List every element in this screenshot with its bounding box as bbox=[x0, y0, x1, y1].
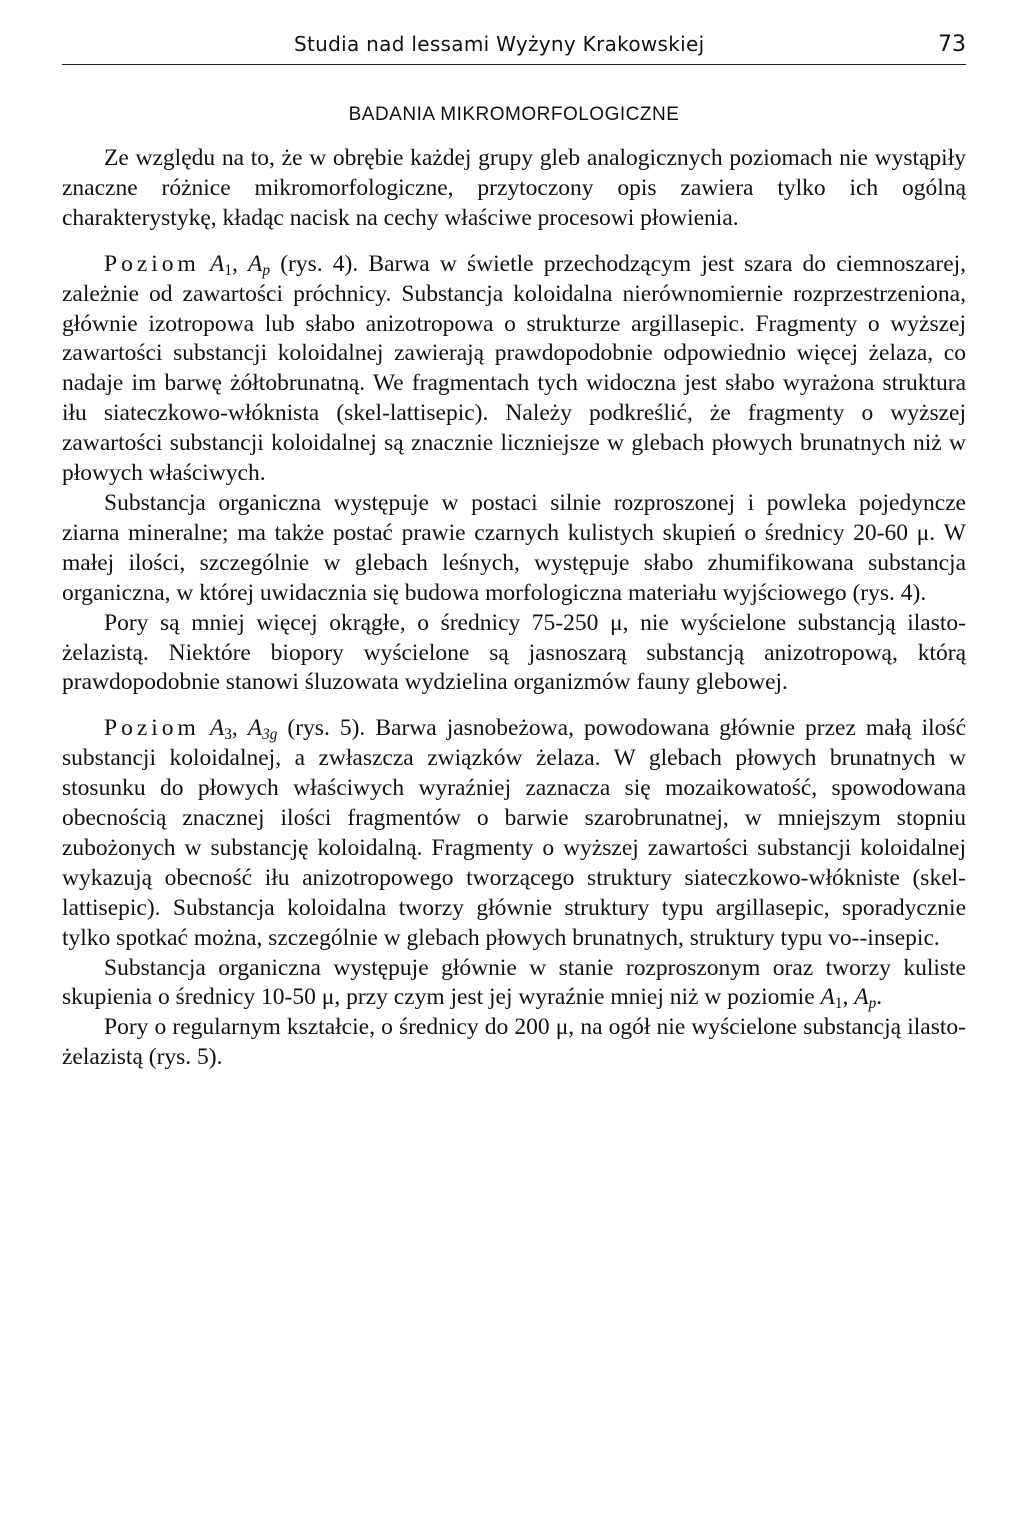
horizon-subscript: p bbox=[262, 261, 271, 279]
pores-paragraph: Pory o regularnym kształcie, o średnicy do 200 μ, na ogół nie wyścielone substancją ilasto-żelazistą (rys. 5). bbox=[62, 1014, 966, 1071]
horizon-label: Poziom bbox=[104, 250, 200, 277]
section-heading: BADANIA MIKROMORFOLOGICZNE bbox=[348, 104, 680, 125]
body-text bbox=[62, 144, 966, 1073]
horizon-symbol: A bbox=[248, 250, 263, 277]
page-number: 73 bbox=[938, 32, 966, 57]
horizon-symbol: A bbox=[209, 715, 225, 742]
horizon-symbol: A bbox=[820, 984, 835, 1011]
horizon-description: Barwa w świetle przechodzącym jest szara do ciemnoszarej, zależnie od zawartości próchnicy. Substancja koloidalna nierównomiernie rozprzestrzeniona, głównie izotropowa lub słabo anizotropowa o strukturze argillasepic. Fragmenty o wyższej zawartości substancji koloidalnej zawierają prawdopodobnie odpowiednio więcej żelaza, co nadaje im barwę żółtobrunatną. We fragmentach tych widoczna jest słabo wyrażona struktura iłu siateczkowo-włóknista (skel-lattisepic). Należy podkreślić, że fragmenty o wyższej zawartości substancji koloidalnej są znacznie liczniejsze w glebach płowych brunatnych niż w płowych właściwych. bbox=[62, 250, 967, 487]
intro-paragraph: Ze względu na to, że w obrębie każdej grupy gleb analogicznych poziomach nie wystąpiły znaczne różnice mikromorfologiczne, przytoczony opis zawiera tylko ich ogólną charakterystykę, kładąc nacisk na cechy właściwe procesowi płowienia. bbox=[62, 145, 966, 231]
organic-matter-text: Substancja organiczna występuje głównie w stanie rozproszonym oraz tworzy kuliste skupienia o średnicy 10-50 μ, przy czym jest jej wyraźnie mniej niż w poziomie bbox=[62, 954, 966, 1011]
organic-matter-paragraph: Substancja organiczna występuje w postaci silnie rozproszonej i powleka pojedyncze ziarna mineralne; ma także postać prawie czarnych kulistych skupień o średnicy 20-60 μ. W małej ilości, szczególnie w glebach leśnych, występuje słabo zhumifikowana substancja organiczna, w której uwidacznia się budowa morfologiczna materiału wyjściowego (rys. 4). bbox=[62, 489, 966, 606]
horizon-subscript: p bbox=[868, 995, 877, 1013]
horizon-subscript: 3 bbox=[224, 726, 232, 744]
pores-paragraph: Pory są mniej więcej okrągłe, o średnicy 75-250 μ, nie wyścielone substancją ilasto-żelazistą. Niektóre biopory wyścielone są jasnoszarą substancją anizotropową, którą prawdopodobnie stanowi śluzowata wydzielina organizmów fauny glebowej. bbox=[62, 609, 966, 696]
horizon-a3-paragraph: Poziom $A_3$, $A_{3g}$ (rys. 5). Barwa jasnobeżowa, powodowana głównie przez małą ilość substancji koloidalnej, a zwłaszcza związków żelaza. W glebach płowych brunatnych w stosunku do płowych właściwych wyraźniej zaznacza się mozaikowatość, spowodowana obecnością znacznej ilości fragmentów o barwie szarobrunatnej, w mniejszym stopniu zubożonych w substancję koloidalną. Fragmenty o wyższej zawartości substancji koloidalnej wykazują obecność iłu anizotropowego tworzącego struktury siateczkowo-włókniste (skel-lattisepic). Substancja koloidalna tworzy głównie struktury typu argillasepic, sporadycznie tylko spotkać można, szczególnie w glebach płowych brunatnych, struktury typu vo--insepic. bbox=[62, 715, 967, 951]
figure-reference: (rys. 5). bbox=[287, 715, 366, 742]
figure-reference: (rys. 4). bbox=[280, 250, 359, 277]
page-header bbox=[62, 30, 966, 65]
horizon-symbol: A bbox=[209, 250, 225, 277]
running-head: Studia nad lessami Wyżyny Krakowskiej bbox=[294, 32, 705, 56]
horizon-description: Barwa jasnobeżowa, powodowana głównie przez małą ilość substancji koloidalnej, a zwłaszcza związków żelaza. W glebach płowych brunatnych w stosunku do płowych właściwych wyraźniej zaznacza się mozaikowatość, spowodowana obecnością znacznej ilości fragmentów o barwie szarobrunatnej, w mniejszym stopniu zubożonych w substancję koloidalną. Fragmenty o wyższej zawartości substancji koloidalnej wykazują obecność iłu anizotropowego tworzącego struktury siateczkowo-włókniste (skel-lattisepic). Substancja koloidalna tworzy głównie struktury typu argillasepic, sporadycznie tylko spotkać można, szczególnie w glebach płowych brunatnych, struktury typu vo--insepic. bbox=[62, 715, 967, 951]
horizon-symbol: A bbox=[247, 715, 263, 742]
horizon-subscript: 1 bbox=[834, 995, 843, 1013]
horizon-label: Poziom bbox=[104, 715, 200, 742]
horizon-a1-paragraph: Poziom $A_1$, $A_p$ (rys. 4). Barwa w świetle przechodzącym jest szara do ciemnoszarej, zależnie od zawartości próchnicy. Substancja koloidalna nierównomiernie rozprzestrzeniona, głównie izotropowa lub słabo anizotropowa o strukturze argillasepic. Fragmenty o wyższej zawartości substancji koloidalnej zawierają prawdopodobnie odpowiednio więcej żelaza, co nadaje im barwę żółtobrunatną. We fragmentach tych widoczna jest słabo wyrażona struktura iłu siateczkowo-włóknista (skel-lattisepic). Należy podkreślić, że fragmenty o wyższej zawartości substancji koloidalnej są znacznie liczniejsze w glebach płowych brunatnych niż w płowych właściwych. bbox=[62, 250, 967, 487]
organic-matter-paragraph: Substancja organiczna występuje głównie w stanie rozproszonym oraz tworzy kuliste skupienia o średnicy 10-50 μ, przy czym jest jej wyraźnie mniej niż w poziomie $A_1$, $A_p$. bbox=[62, 954, 966, 1013]
horizon-subscript: 3g bbox=[262, 726, 278, 744]
horizon-subscript: 1 bbox=[224, 261, 232, 279]
horizon-symbol: A bbox=[854, 984, 869, 1011]
